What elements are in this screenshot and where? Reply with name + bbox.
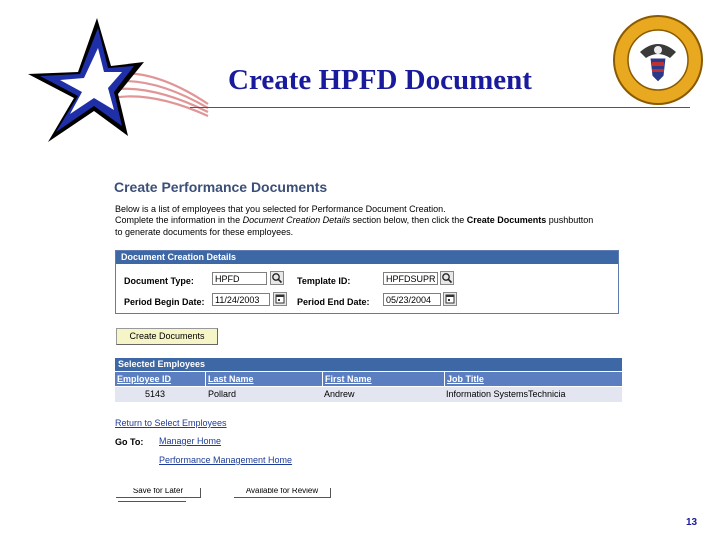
instruction-section-ref: Document Creation Details xyxy=(242,215,351,225)
title-divider xyxy=(190,107,690,108)
column-header-job-title[interactable]: Job Title xyxy=(444,372,622,386)
magnifier-icon[interactable] xyxy=(270,271,284,285)
performance-management-home-link[interactable]: Performance Management Home xyxy=(159,455,293,465)
period-end-input[interactable]: 05/23/2004 xyxy=(383,293,441,306)
manager-home-link[interactable]: Manager Home xyxy=(159,436,222,446)
document-creation-details-panel xyxy=(115,250,619,314)
save-for-later-button[interactable]: Save for Later xyxy=(116,488,201,498)
column-header-employee-id[interactable]: Employee ID xyxy=(117,374,172,384)
period-begin-input[interactable]: 11/24/2003 xyxy=(212,293,270,306)
goto-label: Go To: xyxy=(115,437,144,447)
period-end-label: Period End Date: xyxy=(297,297,370,307)
instruction-text: section below, then click the xyxy=(350,215,467,225)
magnifier-icon[interactable] xyxy=(440,271,454,285)
column-header-first-name[interactable]: First Name xyxy=(322,372,444,386)
return-to-select-employees-link[interactable]: Return to Select Employees xyxy=(115,418,227,428)
page-number: 13 xyxy=(686,517,698,528)
available-for-review-button[interactable]: Available for Review xyxy=(234,488,331,498)
instruction-line-3: to generate documents for these employees. xyxy=(115,227,294,237)
cell-last-name: Pollard xyxy=(208,389,237,399)
cell-job-title: Information SystemsTechnicia xyxy=(446,389,566,399)
instruction-line-2 xyxy=(115,215,593,226)
grid-title: Selected Employees xyxy=(115,358,622,371)
column-header-last-name[interactable]: Last Name xyxy=(205,372,322,386)
details-header: Document Creation Details xyxy=(116,251,618,264)
document-type-input[interactable]: HPFD xyxy=(212,272,267,285)
template-id-label: Template ID: xyxy=(297,276,351,286)
table-row xyxy=(115,387,622,402)
navy-seal-icon xyxy=(612,14,704,106)
create-documents-button[interactable]: Create Documents xyxy=(116,328,218,345)
instruction-text: Complete the information in the xyxy=(115,215,243,225)
grid-header-row xyxy=(115,372,622,386)
document-type-label: Document Type: xyxy=(124,276,194,286)
calendar-icon[interactable] xyxy=(273,292,287,306)
button-shadow-divider xyxy=(118,501,186,502)
cell-first-name: Andrew xyxy=(324,389,355,399)
instruction-text: pushbutton xyxy=(546,215,594,225)
template-id-input[interactable]: HPFDSUPR xyxy=(383,272,438,285)
calendar-icon[interactable] xyxy=(443,292,457,306)
page-heading: Create Performance Documents xyxy=(114,179,328,195)
period-begin-label: Period Begin Date: xyxy=(124,297,205,307)
instruction-line-1: Below is a list of employees that you selected for Performance Document Creation. xyxy=(115,204,446,214)
cell-employee-id: 5143 xyxy=(145,389,166,399)
slide-title: Create HPFD Document xyxy=(228,64,532,96)
instruction-button-ref: Create Documents xyxy=(466,215,547,225)
